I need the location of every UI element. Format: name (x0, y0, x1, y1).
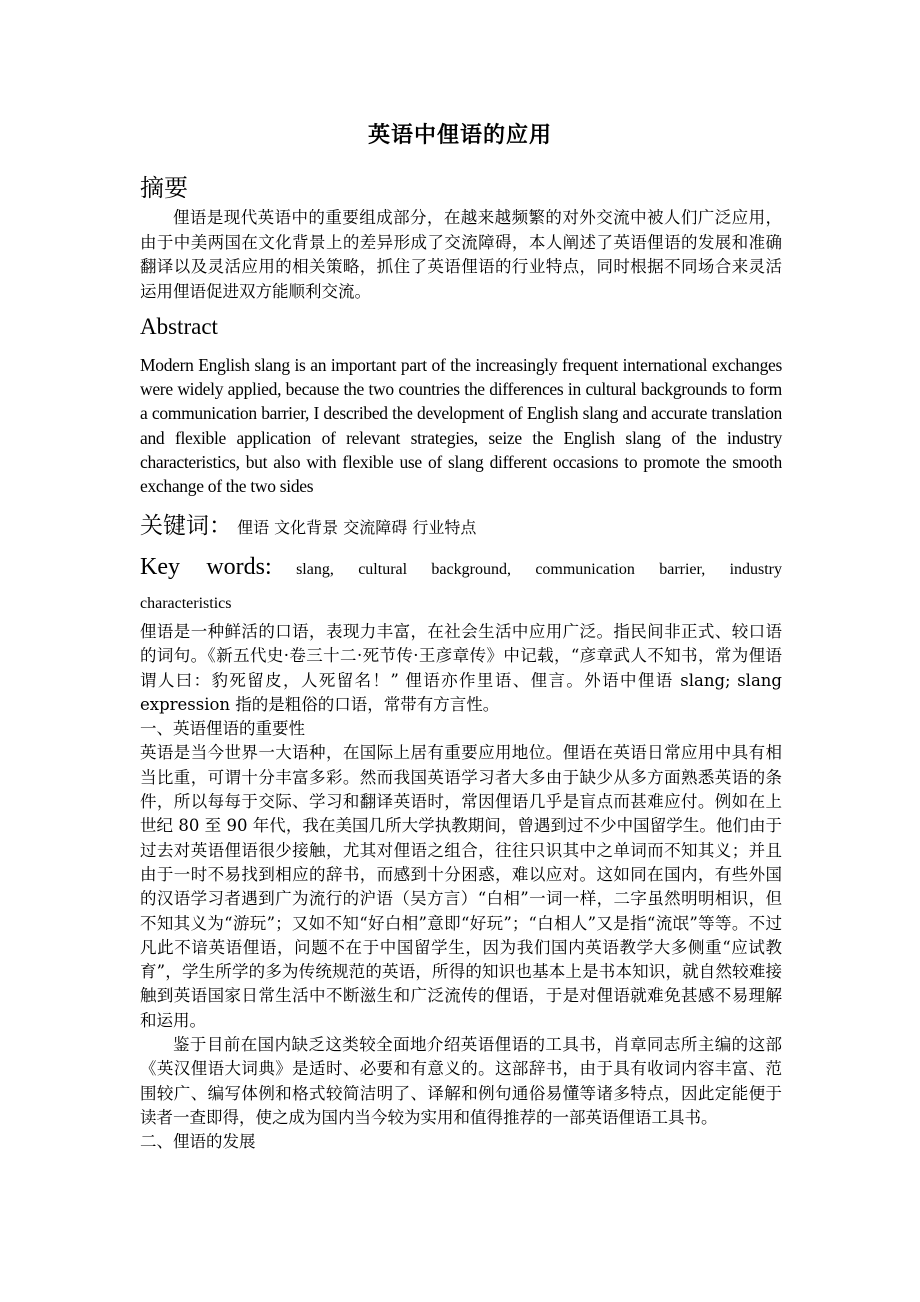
section-2-heading: 二、俚语的发展 (140, 1132, 256, 1152)
abstract-en-heading: Abstract (140, 314, 218, 339)
keywords-cn (140, 507, 782, 540)
abstract-cn-paragraph: 俚语是现代英语中的重要组成部分，在越来越频繁的对外交流中被人们广泛应用，由于中美两国在文化背景上的差异形成了交流障碍，本人阐述了英语俚语的发展和准确翻译以及灵活应用的相关策略，抓住了英语俚语的行业特点，同时根据不同场合来灵活运用俚语促进双方能顺利交流。 (140, 208, 782, 301)
document-title: 英语中俚语的应用 (367, 122, 552, 148)
abstract-cn-heading: 摘要 (140, 174, 188, 202)
body-text (140, 620, 782, 1155)
section-1-heading: 一、英语俚语的重要性 (140, 719, 305, 739)
keywords-en-values: slang, cultural background, communication barrier, industry (296, 561, 783, 578)
section-1-paragraph-1: 英语是当今世界一大语种，在国际上居有重要应用地位。俚语在英语日常应用中具有相当比重，可谓十分丰富多彩。然而我国英语学习者大多由于缺少从多方面熟悉英语的条件，所以每每于交际、学习和翻译英语时，常因俚语几乎是盲点而甚难应付。例如在上世纪 80 至 90 年代，我在美国几所大学执教期间，曾遇到过不少中国留学生。他们由于过去对英语俚语很少接触，尤其对俚语之组合，往往只识其中之单词而不知其义；并且由于一时不易找到相应的辞书，而感到十分困惑，难以应对。这如同在国内，有些外国的汉语学习者遇到广为流行的沪语（吴方言）“白相”一词一样，二字虽然明明相识，但不知其义为“游玩”；又如不知“好白相”意即“好玩”；“白相人”又是指“流氓”等等。不过凡此不谙英语俚语，问题不在于中国留学生，因为我们国内英语教学大多侧重“应试教育”，学生所学的多为传统规范的英语，所得的知识也基本上是书本知识，就自然较难接触到英语国家日常生活中不断滋生和广泛流传的俚语，于是对俚语就难免甚感不易理解和运用。 (140, 743, 782, 1030)
keywords-en-continuation: characteristics (140, 595, 232, 612)
section-1-paragraph-2: 鉴于目前在国内缺乏这类较全面地介绍英语俚语的工具书，肖章同志所主编的这部《英汉俚语大词典》是适时、必要和有意义的。这部辞书，由于具有收词内容丰富、范围较广、编写体例和格式较简洁明了、译解和例句通俗易懂等诸多特点，因此定能便于读者一查即得，使之成为国内当今较为实用和值得推荐的一部英语俚语工具书。 (140, 1035, 782, 1127)
keywords-cn-label: 关键词： (140, 513, 232, 539)
keywords-en (140, 553, 782, 584)
intro-paragraph: 俚语是一种鲜活的口语，表现力丰富，在社会生活中应用广泛。指民间非正式、较口语的词句。《新五代史·卷三十二·死节传·王彦章传》中记载，“彦章武人不知书，常为俚语谓人曰：豹死留皮，人死留名！” 俚语亦作里语、俚言。外语中俚语 slang; slang expression 指的是粗俗的口语，常带有方言性。 (140, 622, 782, 714)
keywords-cn-values: 俚语 文化背景 交流障碍 行业特点 (237, 518, 477, 537)
abstract-en-paragraph: Modern English slang is an important part of the increasingly frequent international exchanges were widely applied, because the two countries the differences in cultural backgrounds to form a communication barrier, I described the development of English slang and accurate translation and flexible application of relevant strategies, seize the English slang of the industry characteristics, but also with flexible use of slang different occasions to promote the smooth exchange of the two sides (140, 355, 782, 497)
keywords-en-label: Key words: (140, 554, 272, 580)
